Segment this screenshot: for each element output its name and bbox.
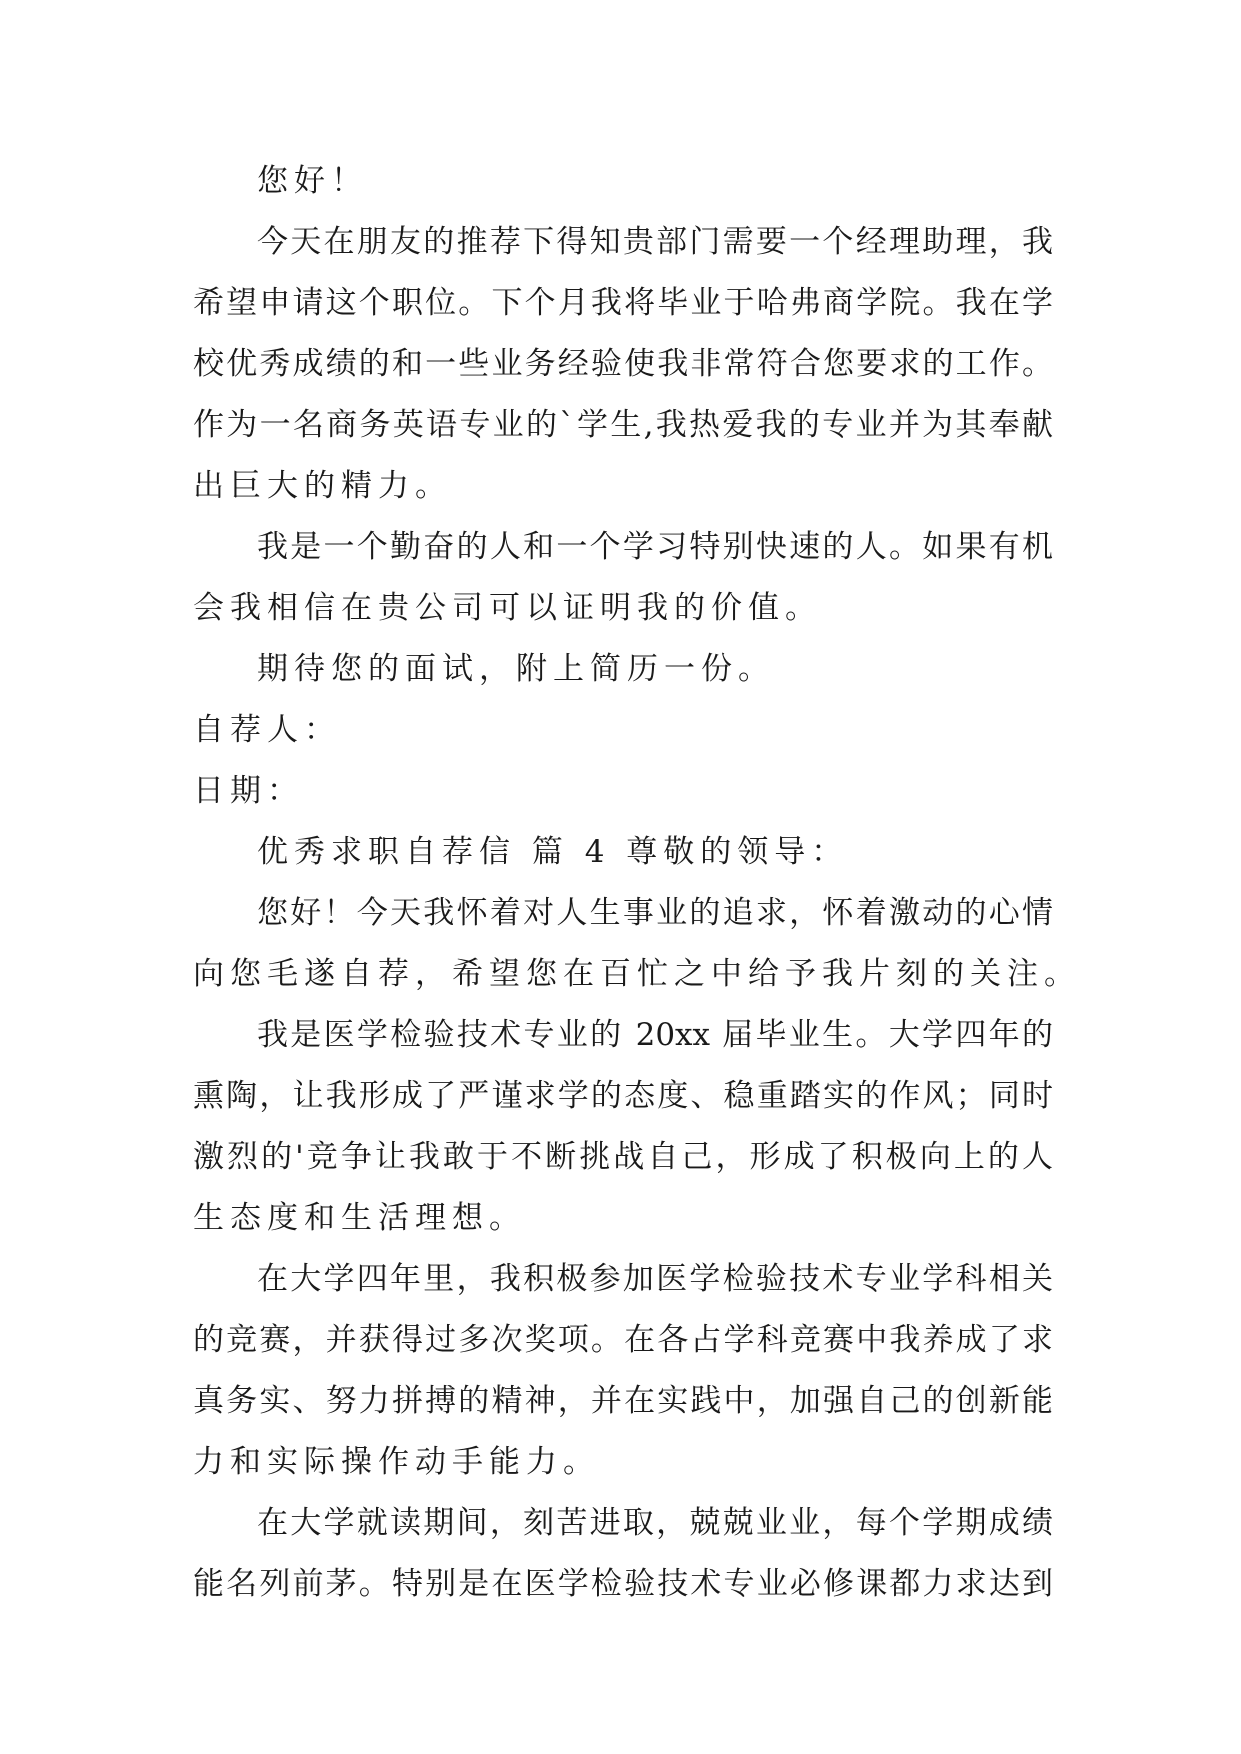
text-line: 向您毛遂自荐，希望您在百忙之中给予我片刻的关注。	[193, 956, 1081, 992]
text-line: 熏陶，让我形成了严谨求学的态度、稳重踏实的作风；同时	[193, 1078, 1053, 1114]
text-line: 今天在朋友的推荐下得知贵部门需要一个经理助理，我	[257, 224, 1053, 260]
text-line: 激烈的'竞争让我敢于不断挑战自己，形成了积极向上的人	[193, 1139, 1053, 1175]
text-line: 您好！	[257, 163, 368, 199]
text-line: 能名列前茅。特别是在医学检验技术专业必修课都力求达到	[193, 1566, 1053, 1602]
text-line: 您好！今天我怀着对人生事业的追求，怀着激动的心情	[257, 895, 1053, 931]
letter-body	[193, 151, 1081, 1615]
text-line: 会我相信在贵公司可以证明我的价值。	[193, 590, 822, 626]
text-line: 生态度和生活理想。	[193, 1200, 526, 1236]
text-line: 在大学就读期间，刻苦进取，兢兢业业，每个学期成绩	[257, 1505, 1053, 1541]
text-line: 出巨大的精力。	[193, 468, 452, 504]
text-line: 的竞赛，并获得过多次奖项。在各占学科竞赛中我养成了求	[193, 1322, 1053, 1358]
text-line: 希望申请这个职位。下个月我将毕业于哈弗商学院。我在学	[193, 285, 1053, 321]
text-line: 真务实、努力拼搏的精神，并在实践中，加强自己的创新能	[193, 1383, 1053, 1419]
text-line: 校优秀成绩的和一些业务经验使我非常符合您要求的工作。	[193, 346, 1053, 382]
text-line: 力和实际操作动手能力。	[193, 1444, 600, 1480]
section-heading: 优秀求职自荐信 篇 4 尊敬的领导：	[257, 834, 849, 870]
text-line: 在大学四年里，我积极参加医学检验技术专业学科相关	[257, 1261, 1053, 1297]
text-line: 我是一个勤奋的人和一个学习特别快速的人。如果有机	[257, 529, 1053, 565]
date-label: 日期：	[193, 773, 304, 809]
text-line: 作为一名商务英语专业的`学生,我热爱我的专业并为其奉献	[193, 407, 1053, 443]
text-line: 我是医学检验技术专业的 20xx 届毕业生。大学四年的	[257, 1017, 1053, 1053]
text-line: 期待您的面试，附上简历一份。	[257, 651, 775, 687]
signature-label: 自荐人：	[193, 712, 341, 748]
